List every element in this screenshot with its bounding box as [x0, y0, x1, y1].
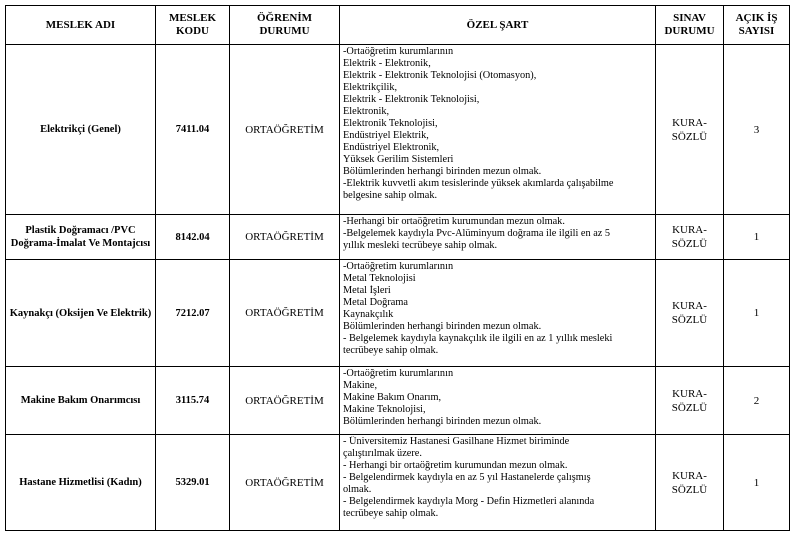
- condition-line: çalıştırılmak üzere.: [343, 448, 422, 459]
- condition-line: Bölümlerinden herhangi birinden mezun olmak.: [343, 416, 542, 427]
- job-code: 7212.07: [156, 260, 230, 367]
- condition-line: Elektrik - Elektronik Teknolojisi (Otomasyon),: [343, 70, 537, 81]
- condition-line: yıllık mesleki tecrübeye sahip olmak.: [343, 240, 498, 251]
- condition-line: -Belgelemek kaydıyla Pvc-Alüminyum doğrama ile ilgili en az 5: [343, 228, 611, 239]
- job-count: 3: [724, 45, 790, 215]
- job-count: 1: [724, 435, 790, 531]
- job-education: ORTAÖĞRETİM: [230, 367, 340, 435]
- job-count: 1: [724, 260, 790, 367]
- job-count: 1: [724, 215, 790, 260]
- condition-line: - Üniversitemiz Hastanesi Gasilhane Hizmet biriminde: [343, 436, 570, 447]
- condition-line: Makine Teknolojisi,: [343, 404, 426, 415]
- header-code: MESLEK KODU: [156, 6, 230, 45]
- job-name: Kaynakçı (Oksijen Ve Elektrik): [6, 260, 156, 367]
- job-conditions: [340, 260, 656, 367]
- condition-line: -Elektrik kuvvetli akım tesislerinde yüksek akımlarda çalışabilme: [343, 178, 614, 189]
- condition-line: Metal Teknolojisi: [343, 273, 416, 284]
- condition-line: Bölümlerinden herhangi birinden mezun olmak.: [343, 166, 542, 177]
- job-name: Elektrikçi (Genel): [6, 45, 156, 215]
- job-conditions: [340, 45, 656, 215]
- job-exam: KURA-SÖZLÜ: [656, 215, 724, 260]
- job-education: ORTAÖĞRETİM: [230, 435, 340, 531]
- condition-line: Elektrik - Elektronik Teknolojisi,: [343, 94, 480, 105]
- condition-line: Makine Bakım Onarım,: [343, 392, 442, 403]
- table-row: [6, 215, 790, 260]
- condition-line: -Herhangi bir ortaöğretim kurumundan mezun olmak.: [343, 216, 565, 227]
- job-exam: KURA-SÖZLÜ: [656, 45, 724, 215]
- condition-line: Metal İşleri: [343, 285, 391, 296]
- header-name: MESLEK ADI: [6, 6, 156, 45]
- job-education: ORTAÖĞRETİM: [230, 215, 340, 260]
- job-exam: KURA-SÖZLÜ: [656, 367, 724, 435]
- job-code: 5329.01: [156, 435, 230, 531]
- job-code: 8142.04: [156, 215, 230, 260]
- condition-line: Endüstriyel Elektrik,: [343, 130, 429, 141]
- condition-line: -Ortaöğretim kurumlarının: [343, 46, 454, 57]
- job-code: 7411.04: [156, 45, 230, 215]
- job-exam: KURA-SÖZLÜ: [656, 260, 724, 367]
- condition-line: tecrübeye sahip olmak.: [343, 345, 439, 356]
- condition-line: tecrübeye sahip olmak.: [343, 508, 439, 519]
- table-row: [6, 435, 790, 531]
- job-count: 2: [724, 367, 790, 435]
- header-conditions: ÖZEL ŞART: [340, 6, 656, 45]
- job-name: Makine Bakım Onarımcısı: [6, 367, 156, 435]
- condition-line: Elektrikçilik,: [343, 82, 398, 93]
- condition-line: Yüksek Gerilim Sistemleri: [343, 154, 454, 165]
- table-row: [6, 45, 790, 215]
- condition-line: - Herhangi bir ortaöğretim kurumundan mezun olmak.: [343, 460, 568, 471]
- condition-line: Endüstriyel Elektronik,: [343, 142, 440, 153]
- table-row: [6, 260, 790, 367]
- job-name: Plastik Doğramacı /PVC Doğrama-İmalat Ve Montajcısı: [6, 215, 156, 260]
- job-conditions: [340, 215, 656, 260]
- condition-line: -Ortaöğretim kurumlarının: [343, 368, 454, 379]
- header-exam: SINAV DURUMU: [656, 6, 724, 45]
- condition-line: Makine,: [343, 380, 378, 391]
- job-conditions: [340, 367, 656, 435]
- condition-line: Kaynakçılık: [343, 309, 394, 320]
- condition-line: -Ortaöğretim kurumlarının: [343, 261, 454, 272]
- job-education: ORTAÖĞRETİM: [230, 45, 340, 215]
- job-name: Hastane Hizmetlisi (Kadın): [6, 435, 156, 531]
- job-conditions: [340, 435, 656, 531]
- condition-line: Elektrik - Elektronik,: [343, 58, 431, 69]
- table-row: [6, 367, 790, 435]
- condition-line: - Belgelemek kaydıyla kaynakçılık ile ilgili en az 1 yıllık mesleki: [343, 333, 613, 344]
- condition-line: Bölümlerinden herhangi birinden mezun olmak.: [343, 321, 542, 332]
- header-row: [6, 6, 790, 45]
- condition-line: belgesine sahip olmak.: [343, 190, 438, 201]
- job-exam: KURA-SÖZLÜ: [656, 435, 724, 531]
- condition-line: Elektronik Teknolojisi,: [343, 118, 438, 129]
- condition-line: Elektronik,: [343, 106, 390, 117]
- condition-line: Metal Doğrama: [343, 297, 408, 308]
- condition-line: - Belgelendirmek kaydıyla Morg - Defin Hizmetleri alanında: [343, 496, 595, 507]
- condition-line: olmak.: [343, 484, 372, 495]
- job-education: ORTAÖĞRETİM: [230, 260, 340, 367]
- job-code: 3115.74: [156, 367, 230, 435]
- condition-line: - Belgelendirmek kaydıyla en az 5 yıl Hastanelerde çalışmış: [343, 472, 591, 483]
- job-openings-table: [5, 5, 790, 531]
- header-count: AÇIK İŞ SAYISI: [724, 6, 790, 45]
- header-education: ÖĞRENİM DURUMU: [230, 6, 340, 45]
